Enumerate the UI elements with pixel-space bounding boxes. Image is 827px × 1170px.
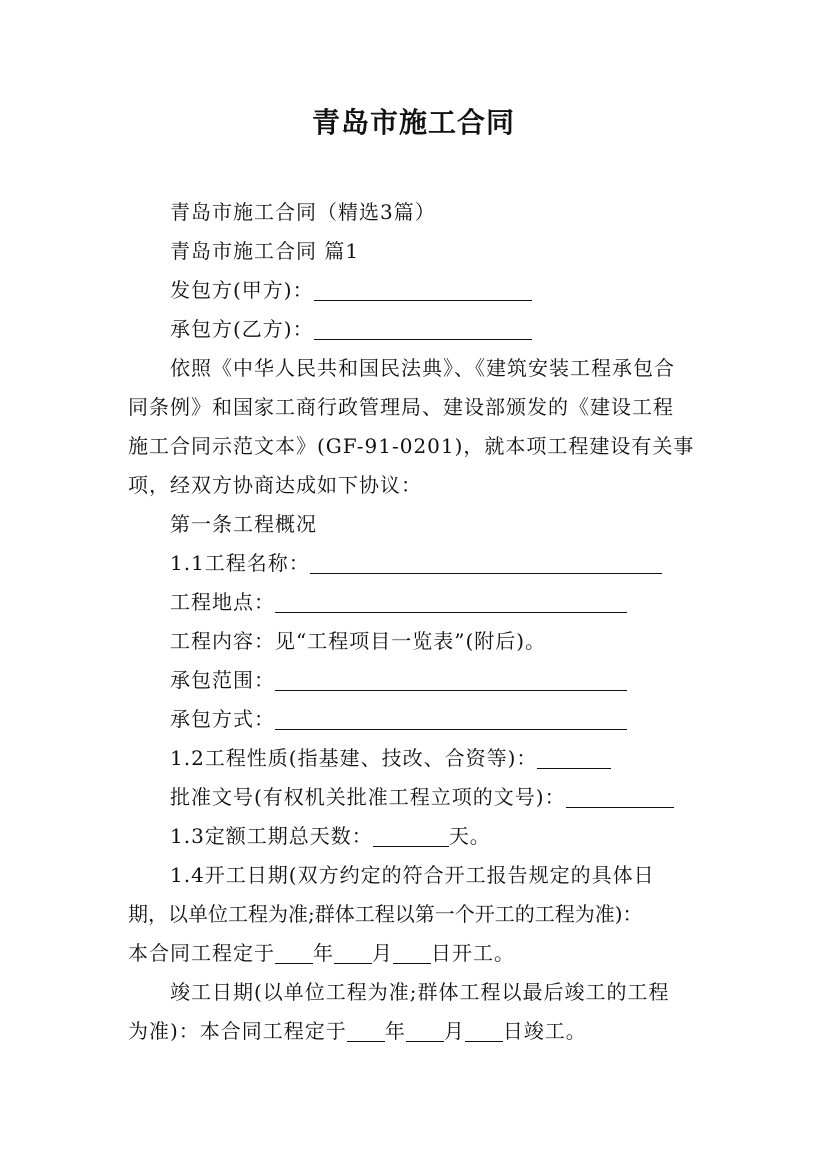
party-b-line — [170, 316, 730, 342]
project-name-label: 1.1工程名称： — [170, 551, 310, 575]
intro-line-2: 同条例》和国家工商行政管理局、建设部颁发的《建设工程 — [128, 395, 674, 419]
approval-doc-label: 批准文号(有权机关批准工程立项的文号)： — [170, 785, 566, 809]
project-location-label: 工程地点： — [170, 590, 275, 614]
completion-month-label: 月 — [443, 1019, 465, 1043]
party-b-label: 承包方(乙方)： — [170, 317, 314, 341]
start-date-line-1: 1.4开工日期(双方约定的符合开工报告规定的具体日 — [170, 863, 655, 887]
start-day-blank — [393, 943, 431, 964]
document-title: 青岛市施工合同 — [311, 106, 515, 139]
approval-doc-line — [170, 784, 730, 810]
start-month-label: 月 — [372, 941, 393, 965]
start-date-fill-line — [128, 940, 718, 966]
start-date-suffix: 日开工。 — [431, 941, 515, 965]
completion-year-blank — [347, 1021, 385, 1042]
article1-title: 第一条工程概况 — [170, 512, 317, 536]
project-name-line — [170, 550, 730, 576]
project-nature-blank — [537, 748, 611, 769]
project-location-blank — [275, 592, 627, 613]
party-a-blank — [314, 280, 532, 301]
start-year-blank — [275, 943, 313, 964]
start-year-label: 年 — [313, 941, 334, 965]
intro-line-1: 依照《中华人民共和国民法典》、《建筑安装工程承包合 — [170, 356, 675, 380]
quota-days-line — [170, 823, 730, 849]
project-location-line — [170, 589, 730, 615]
intro-line-4: 项，经双方协商达成如下协议： — [128, 473, 422, 497]
party-a-label: 发包方(甲方)： — [170, 278, 314, 302]
intro-line-3: 施工合同示范文本》(GF-91-0201)，就本项工程建设有关事 — [128, 434, 695, 458]
project-nature-label: 1.2工程性质(指基建、技改、合资等)： — [170, 746, 538, 770]
party-a-line — [170, 277, 730, 303]
quota-days-unit: 天。 — [448, 824, 491, 848]
contract-scope-line — [170, 667, 730, 693]
document-subtitle: 青岛市施工合同（精选3篇） — [170, 200, 436, 224]
completion-line-1: 竣工日期(以单位工程为准;群体工程以最后竣工的工程 — [170, 980, 670, 1004]
quota-days-blank — [373, 826, 449, 847]
completion-suffix: 日竣工。 — [502, 1019, 587, 1043]
start-date-line-2: 期，以单位工程为准;群体工程以第一个开工的工程为准)： — [128, 902, 643, 926]
completion-year-label: 年 — [384, 1019, 406, 1043]
part-heading: 青岛市施工合同 篇1 — [170, 239, 360, 263]
contract-scope-blank — [275, 670, 627, 691]
completion-month-blank — [406, 1021, 444, 1042]
completion-fill-line — [128, 1018, 718, 1044]
contract-method-label: 承包方式： — [170, 707, 275, 731]
contract-method-line — [170, 706, 730, 732]
contract-method-blank — [275, 709, 627, 730]
start-month-blank — [334, 943, 372, 964]
contract-scope-label: 承包范围： — [170, 668, 275, 692]
quota-days-label: 1.3定额工期总天数： — [170, 824, 373, 848]
project-content: 工程内容：见“工程项目一览表”(附后)。 — [170, 629, 547, 653]
project-nature-line — [170, 745, 730, 771]
start-date-prefix: 本合同工程定于 — [128, 941, 275, 965]
party-b-blank — [314, 319, 532, 340]
approval-doc-blank — [566, 787, 674, 808]
project-name-blank — [310, 553, 662, 574]
completion-day-blank — [465, 1021, 503, 1042]
completion-prefix: 为准)：本合同工程定于 — [128, 1019, 347, 1043]
